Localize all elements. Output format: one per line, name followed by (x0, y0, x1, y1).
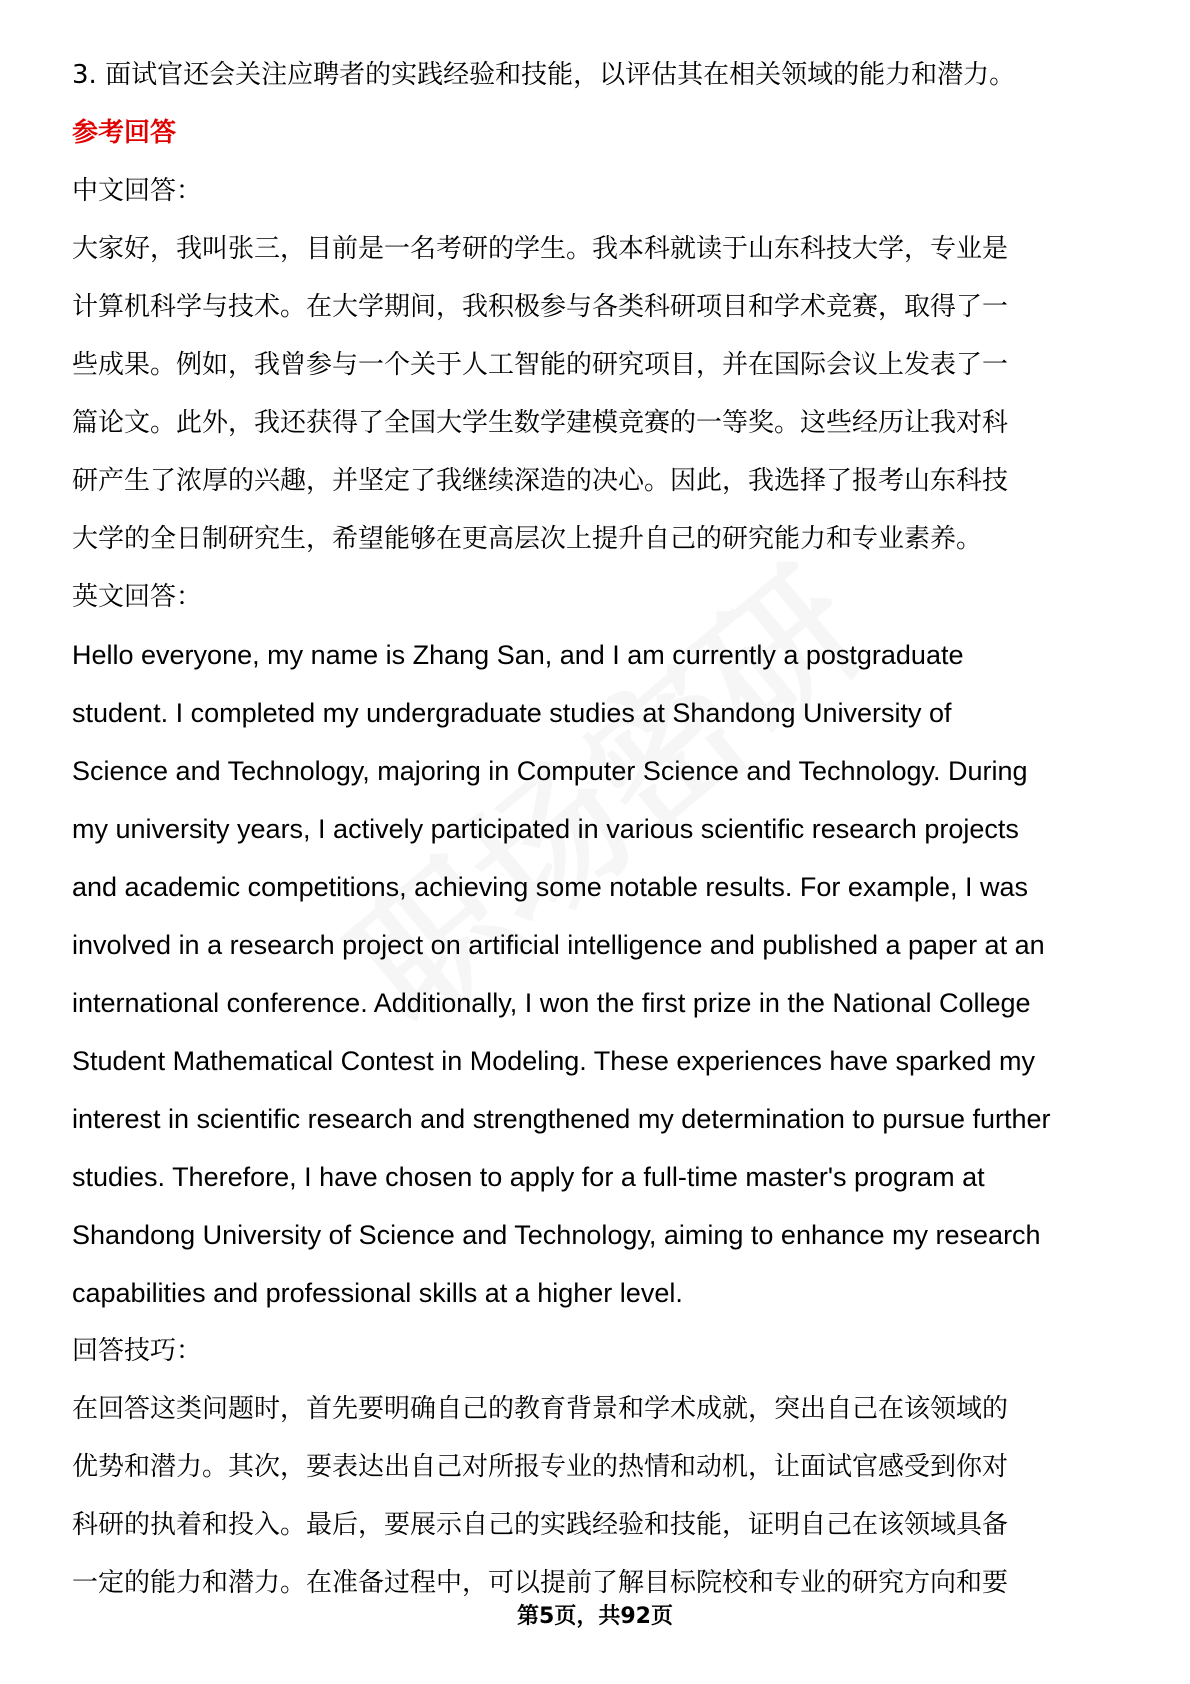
chinese-answer-heading: 中文回答： (72, 176, 203, 206)
document-page (72, 46, 1122, 1612)
english-answer (72, 626, 1122, 1322)
english-answer-line: international conference. Additionally, I won the first prize in the National College (72, 988, 1031, 1018)
chinese-answer-line: 篇论文。此外，我还获得了全国大学生数学建模竞赛的一等奖。这些经历让我对科 (72, 408, 1009, 438)
english-answer-line: Science and Technology, majoring in Computer Science and Technology. During (72, 756, 1028, 786)
english-answer-line: student. I completed my undergraduate studies at Shandong University of (72, 698, 952, 728)
tips-line: 一定的能力和潜力。在准备过程中，可以提前了解目标院校和专业的研究方向和要 (72, 1568, 1009, 1598)
reference-heading: 参考回答 (72, 118, 177, 148)
english-answer-line: studies. Therefore, I have chosen to apply for a full-time master's program at (72, 1162, 985, 1192)
english-answer-line: my university years, I actively participated in various scientific research projects (72, 814, 1019, 844)
tips-paragraph (72, 1380, 1122, 1612)
english-answer-line: and academic competitions, achieving some notable results. For example, I was (72, 872, 1028, 902)
tips-line: 优势和潜力。其次，要表达出自己对所报专业的热情和动机，让面试官感受到你对 (72, 1452, 1009, 1482)
chinese-answer-line: 研产生了浓厚的兴趣，并坚定了我继续深造的决心。因此，我选择了报考山东科技 (72, 466, 1009, 496)
english-answer-line: Hello everyone, my name is Zhang San, and I am currently a postgraduate (72, 640, 964, 670)
chinese-answer-line: 计算机科学与技术。在大学期间，我积极参与各类科研项目和学术竞赛，取得了一 (72, 292, 1009, 322)
chinese-answer-line: 大学的全日制研究生，希望能够在更高层次上提升自己的研究能力和专业素养。 (72, 524, 983, 554)
english-answer-heading: 英文回答： (72, 582, 203, 612)
english-answer-line: Student Mathematical Contest in Modeling. These experiences have sparked my (72, 1046, 1036, 1076)
tips-heading: 回答技巧： (72, 1336, 203, 1366)
english-answer-line: capabilities and professional skills at a higher level. (72, 1278, 683, 1308)
english-answer-line: involved in a research project on artificial intelligence and published a paper at an (72, 930, 1045, 960)
chinese-answer-line: 些成果。例如，我曾参与一个关于人工智能的研究项目，并在国际会议上发表了一 (72, 350, 1009, 380)
tips-line: 科研的执着和投入。最后，要展示自己的实践经验和技能，证明自己在该领域具备 (72, 1510, 1009, 1540)
chinese-answer-line: 大家好，我叫张三，目前是一名考研的学生。我本科就读于山东科技大学，专业是 (72, 234, 1009, 264)
intro-paragraph: 3. 面试官还会关注应聘者的实践经验和技能，以评估其在相关领域的能力和潜力。 (72, 60, 1016, 90)
chinese-answer (72, 220, 1122, 568)
page-number-footer: 第5页，共92页 (517, 1604, 673, 1629)
english-answer-line: Shandong University of Science and Technology, aiming to enhance my research (72, 1220, 1041, 1250)
english-answer-line: interest in scientific research and strengthened my determination to pursue further (72, 1104, 1051, 1134)
tips-line: 在回答这类问题时，首先要明确自己的教育背景和学术成就，突出自己在该领域的 (72, 1394, 1009, 1424)
